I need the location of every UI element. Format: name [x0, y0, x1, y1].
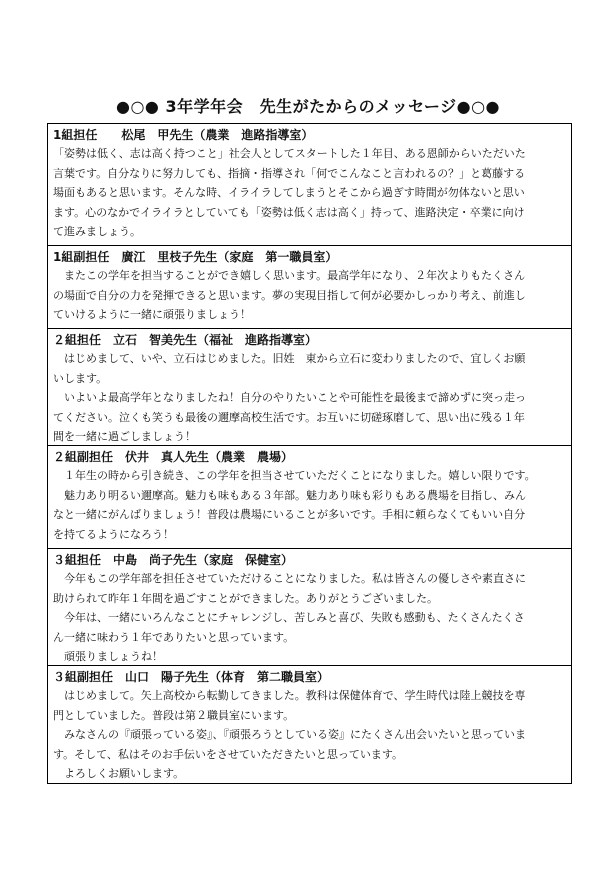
message-paragraph: みなさんの『頑張っている姿』、『頑張ろうとしている姿』にたくさん出会いたいと思っていま す。そして、私はそのお手伝いをさせていただきたいと思っています。 よろしくお願いします。: [53, 728, 526, 780]
message-paragraph: 今年もこの学年部を担任させていただけることになりました。私は皆さんの優しさや素直さに 助けられて昨年１年間を過ごすことができました。ありがとうございました。: [53, 572, 526, 605]
message-paragraph: またこの学年を担当することができ嬉しく思います。最高学年になり、２年次よりもたくさん の場面で自分の力を発揮できると思います。夢の実現目指して何が必要かしっかり考え、前進し ていけるように一緒に頑張りましょう！: [53, 269, 526, 321]
teacher-header: ２組担任 立石 智美先生（福祉 進路指導室）: [53, 333, 318, 347]
teacher-header: 1組副担任 廣江 里枝子先生（家庭 第一職員室）: [53, 250, 338, 264]
message-paragraph: はじめまして。矢上高校から転勤してきました。教科は保健体育で、学生時代は陸上競技を専 門としていました。普段は第２職員室にいます。: [53, 689, 526, 722]
message-section-class1-assistant: [48, 246, 571, 329]
teacher-header: 1組担任 松尾 甲先生（農業 進路指導室）: [53, 128, 314, 142]
message-paragraph: １年生の時から引き続き、この学年を担当させていただくことになりました。嬉しい限りです。 魅力あり明るい邇摩高。魅力も味もある３年部。魅力あり味も彩りもある農場を目指し、みん なと一緒にがんばりましょう！普段は農場にいることが多いです。手相に頼らなくてもいい自分 を持てるようになろう！: [53, 469, 536, 541]
message-table: [47, 123, 572, 784]
teacher-header: ２組副担任 伏井 真人先生（農業 農場）: [53, 450, 294, 464]
message-section-class2-homeroom: [48, 329, 571, 446]
message-paragraph: 今年は、一緒にいろんなことにチャレンジし、苦しみと喜び、失敗も感動も、たくさんたくさ ん一緒に味わう１年でありたいと思っています。 頑張りましょうね！: [53, 611, 525, 663]
teacher-header: ３組担任 中島 尚子先生（家庭 保健室）: [53, 553, 294, 567]
message-section-class3-assistant: [48, 666, 571, 783]
message-section-class1-homeroom: [48, 124, 571, 246]
message-paragraph: はじめまして、いや、立石はじめました。旧姓 東から立石に変わりましたので、宜しくお願 いします。: [53, 352, 526, 385]
message-section-class2-assistant: [48, 446, 571, 549]
page-title: ●○● 3年学年会 先生がたからのメッセージ●○●: [115, 97, 500, 116]
message-paragraph: 「姿勢は低く、志は高く持つこと」社会人としてスタートした１年目、ある恩師からいただいた 言葉です。自分なりに努力しても、指摘・指導され「何でこんなこと言われるの？」と葛藤する 場面もあると思います。そんな時、イライラしてしまうとそこから過ぎす時間が勿体ないと思い ます。心のなかでイライラとしていても「姿勢は低く志は高く」持って、進路決定・卒業に向け て進みましょう。: [53, 147, 526, 238]
message-paragraph: いよいよ最高学年となりましたね！自分のやりたいことや可能性を最後まで諦めずに突っ走っ てください。泣くも笑うも最後の邇摩高校生活です。お互いに切磋琢磨して、思い出に残る１年 間を一緒に過ごしましょう！: [53, 391, 526, 443]
message-section-class3-homeroom: [48, 549, 571, 666]
teacher-header: ３組副担任 山口 陽子先生（体育 第二職員室）: [53, 670, 330, 684]
